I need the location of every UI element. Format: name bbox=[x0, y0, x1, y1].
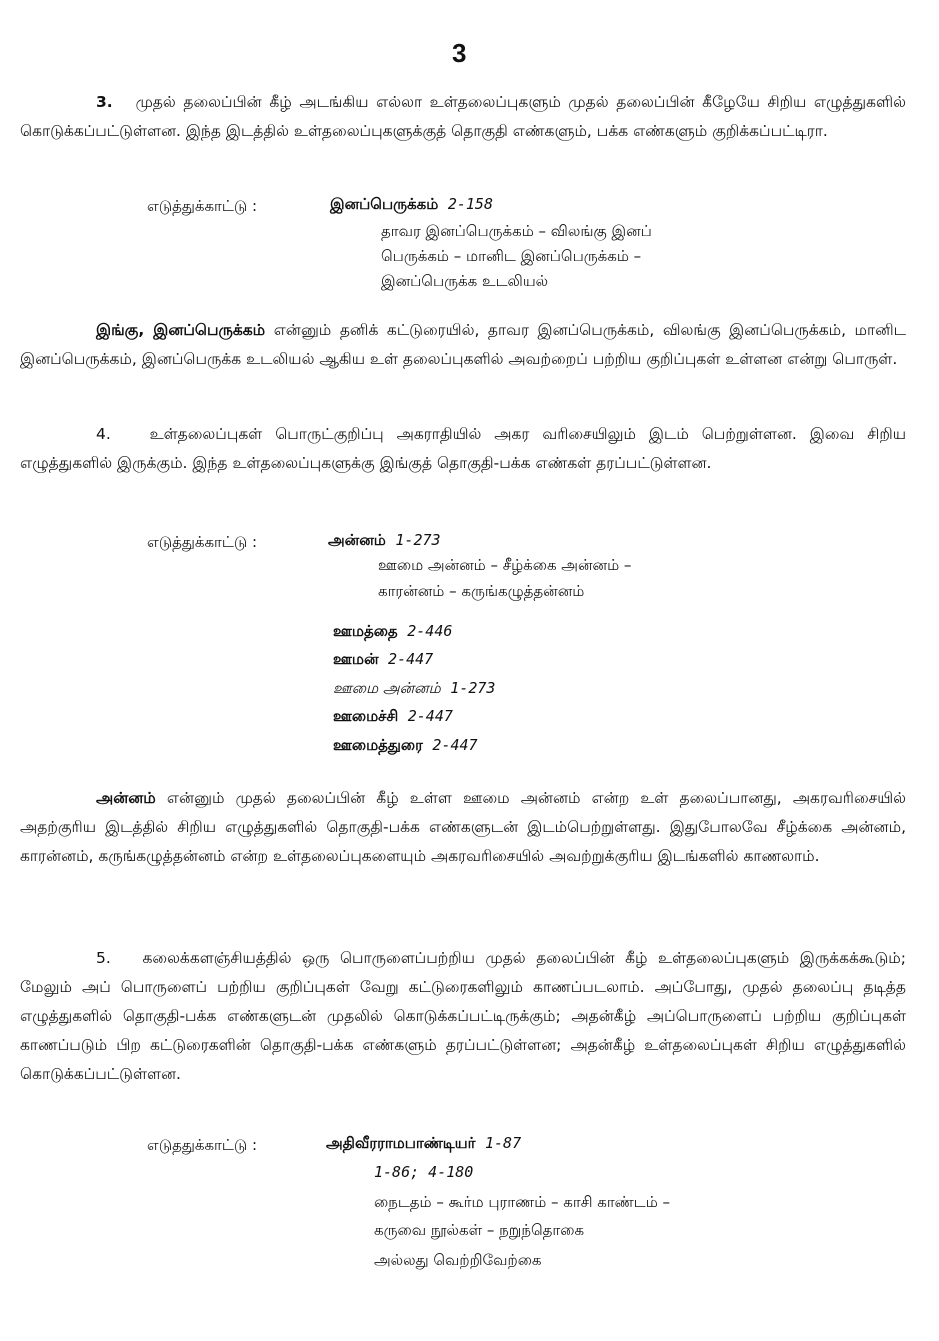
index-entry-ref: 2-447 bbox=[407, 707, 453, 725]
index-entry-term: ஊமைச்சி bbox=[333, 707, 399, 725]
index-entry-ref: 1-273 bbox=[450, 679, 496, 697]
index-entry-term: ஊமைத்துரை bbox=[333, 736, 423, 754]
index-entry-term: ஊமன் bbox=[333, 650, 379, 668]
example-head-term: அன்னம் bbox=[328, 531, 386, 549]
section-3-paragraph bbox=[20, 88, 906, 146]
section-5-paragraph bbox=[20, 944, 906, 1089]
example-head-ref: 2-158 bbox=[447, 195, 493, 213]
index-entry-term: ஊமை அன்னம் bbox=[333, 679, 441, 697]
section-4-example-head bbox=[328, 531, 441, 551]
section-4-example-label: எடுத்துக்காட்டு : bbox=[147, 533, 258, 551]
example-head-term: அதிவீரராமபாண்டியர் bbox=[326, 1134, 476, 1152]
index-entry bbox=[333, 736, 478, 756]
example-head-term: இனப்பெருக்கம் bbox=[330, 195, 439, 213]
section-3-sub-line-3: இனப்பெருக்க உடலியல் bbox=[381, 272, 549, 290]
section-4-sub-line-2: காரன்னம் – கருங்கழுத்தன்னம் bbox=[378, 582, 585, 600]
section-3-sub-line-1: தாவர இனப்பெருக்கம் – விலங்கு இனப் bbox=[381, 222, 652, 240]
section-3-explanation bbox=[20, 316, 906, 374]
section-4-explain-bold: அன்னம் bbox=[96, 789, 156, 807]
section-3-explain-text: என்னும் தனிக் கட்டுரையில், தாவர இனப்பெருக்கம், விலங்கு இனப்பெருக்கம், மானிட இனப்பெருக்கம், இனப்பெருக்க உடலியல் ஆகிய உள் தலைப்புகளில் அவற்றைப் பற்றிய குறிப்புகள் உள்ளன என்று பொருள். bbox=[20, 321, 907, 368]
section-3-example-label: எடுத்துக்காட்டு : bbox=[147, 197, 258, 215]
index-entry-ref: 2-447 bbox=[388, 650, 434, 668]
index-entry-term: ஊமத்தை bbox=[333, 622, 398, 640]
index-entry bbox=[333, 650, 433, 670]
section-3-example-head bbox=[330, 195, 493, 215]
section-3-text: முதல் தலைப்பின் கீழ் அடங்கிய எல்லா உள்தலைப்புகளும் முதல் தலைப்பின் கீழேயே சிறிய எழுத்துகளில் கொடுக்கப்பட்டுள்ளன. இந்த இடத்தில் உள்தலைப்புகளுக்குத் தொகுதி எண்களும், பக்க எண்களும் குறிக்கப்பட்டிரா. bbox=[20, 93, 906, 140]
section-5-sub-line-2: கருவை நூல்கள் – நறுந்தொகை bbox=[374, 1221, 585, 1239]
index-entry bbox=[333, 679, 495, 699]
section-4-explain-text: என்னும் முதல் தலைப்பின் கீழ் உள்ள ஊமை அன்னம் என்ற உள் தலைப்பானது, அகரவரிசையில் அதற்குரிய இடத்தில் சிறிய எழுத்துகளில் தொகுதி-பக்க எண்களுடன் இடம்பெற்றுள்ளது. இதுபோலவே சீழ்க்கை அன்னம், காரன்னம், கருங்கழுத்தன்னம் என்ற உள்தலைப்புகளையும் அகரவரிசையில் அவற்றுக்குரிய இடங்களில் காணலாம். bbox=[20, 789, 906, 865]
page-number: 3 bbox=[452, 38, 467, 68]
index-entry-ref: 2-447 bbox=[432, 736, 478, 754]
section-5-sub-line-3: அல்லது வெற்றிவேற்கை bbox=[374, 1251, 542, 1269]
section-5-number: 5. bbox=[96, 949, 111, 967]
section-4-sub-line-1: ஊமை அன்னம் – சீழ்க்கை அன்னம் – bbox=[378, 556, 632, 574]
section-5-example-label: எடுததுக்காட்டு : bbox=[147, 1136, 258, 1154]
section-5-sub-line-1: நைடதம் – கூர்ம புராணம் – காசி காண்டம் – bbox=[374, 1193, 671, 1211]
section-4-number: 4. bbox=[96, 425, 111, 443]
section-5-example-head bbox=[326, 1134, 521, 1154]
index-entry-ref: 2-446 bbox=[407, 622, 453, 640]
section-3-sub-line-2: பெருக்கம் – மானிட இனப்பெருக்கம் – bbox=[381, 247, 642, 265]
section-4-text: உள்தலைப்புகள் பொருட்குறிப்பு அகராதியில் அகர வரிசையிலும் இடம் பெற்றுள்ளன. இவை சிறிய எழுத்துகளில் இருக்கும். இந்த உள்தலைப்புகளுக்கு இங்குத் தொகுதி-பக்க எண்கள் தரப்பட்டுள்ளன. bbox=[20, 425, 906, 472]
index-entry bbox=[333, 622, 452, 642]
index-entry bbox=[333, 707, 453, 727]
section-5-text: கலைக்களஞ்சியத்தில் ஒரு பொருளைப்பற்றிய முதல் தலைப்பின் கீழ் உள்தலைப்புகளும் இருக்கக்கூடும்; மேலும் அப் பொருளைப் பற்றிய குறிப்புகள் வேறு கட்டுரைகளிலும் காணப்படலாம். அப்போது, முதல் தலைப்பு தடித்த எழுத்துகளில் தொகுதி-பக்க எண்களுடன் முதலில் கொடுக்கப்பட்டிருக்கும்; அதன்கீழ் அப்பொருளைப் பற்றிய குறிப்புகள் காணப்படும் பிற கட்டுரைகளின் தொகுதி-பக்க எண்களும் தரப்பட்டுள்ளன; அதன்கீழ் உள்தலைப்புகள் சிறிய எழுத்துகளில் கொடுக்கப்பட்டுள்ளன. bbox=[20, 949, 907, 1083]
example-head-ref: 1-273 bbox=[395, 531, 441, 549]
section-5-refs-line: 1-86; 4-180 bbox=[374, 1163, 474, 1181]
section-4-explanation bbox=[20, 784, 906, 871]
section-4-paragraph bbox=[20, 420, 906, 478]
example-head-ref: 1-87 bbox=[485, 1134, 522, 1152]
section-3-explain-bold: இங்கு, இனப்பெருக்கம் bbox=[96, 321, 266, 339]
section-3-number: 3. bbox=[96, 93, 113, 111]
